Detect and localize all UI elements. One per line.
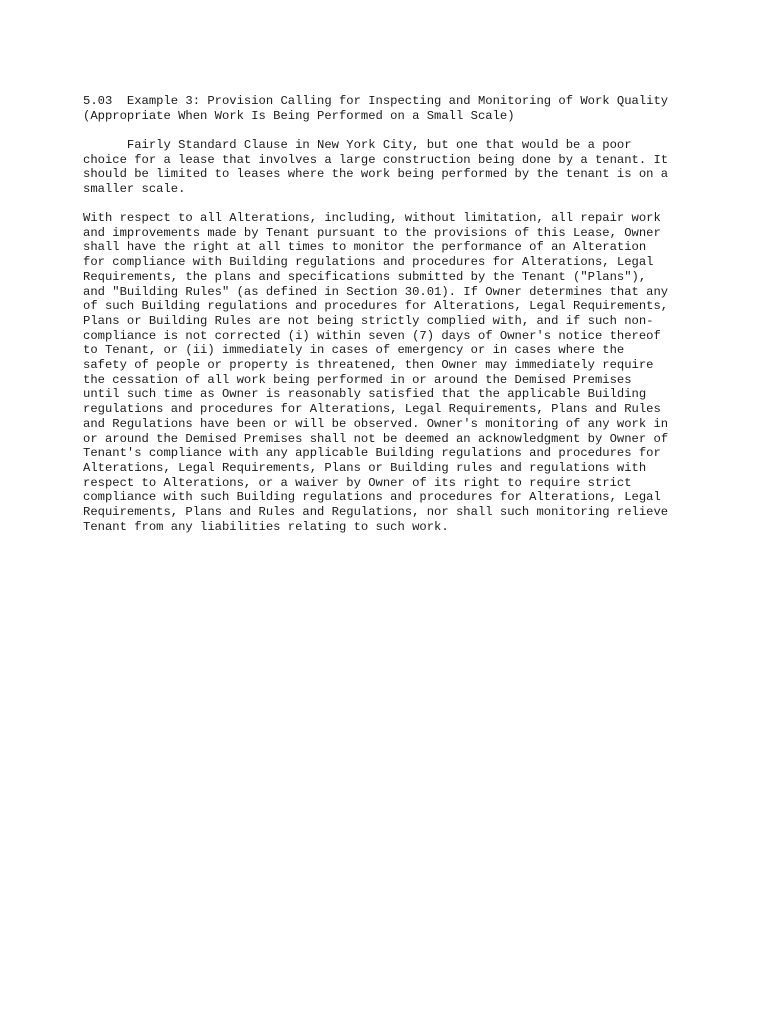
section-heading: 5.03 Example 3: Provision Calling for Inspecting and Monitoring of Work Quality (Appropriate When Work Is Being Performed on a Small Scale) bbox=[83, 94, 669, 123]
intro-paragraph: Fairly Standard Clause in New York City, but one that would be a poor choice for a lease that involves a large construction being done by a tenant. It should be limited to leases where the work being performed by the tenant is on a smaller scale. bbox=[83, 138, 669, 197]
clause-paragraph: With respect to all Alterations, including, without limitation, all repair work and improvements made by Tenant pursuant to the provisions of this Lease, Owner shall have the right at all times to monitor the performance of an Alteration for compliance with Building regulations and procedures for Alterations, Legal Requirements, the plans and specifications submitted by the Tenant ("Plans"), and "Building Rules" (as defined in Section 30.01). If Owner determines that any of such Building regulations and procedures for Alterations, Legal Requirements, Plans or Building Rules are not being strictly complied with, and if such non- compliance is not corrected (i) within seven (7) days of Owner's notice thereof to Tenant, or (ii) immediately in cases of emergency or in cases where the safety of people or property is threatened, then Owner may immediately require the cessation of all work being performed in or around the Demised Premises until such time as Owner is reasonably satisfied that the applicable Building regulations and procedures for Alterations, Legal Requirements, Plans and Rules and Regulations have been or will be observed. Owner's monitoring of any work in or around the Demised Premises shall not be deemed an acknowledgment by Owner of Tenant's compliance with any applicable Building regulations and procedures for Alterations, Legal Requirements, Plans or Building rules and regulations with respect to Alterations, or a waiver by Owner of its right to require strict compliance with such Building regulations and procedures for Alterations, Legal Requirements, Plans and Rules and Regulations, nor shall such monitoring relieve Tenant from any liabilities relating to such work. bbox=[83, 211, 669, 534]
